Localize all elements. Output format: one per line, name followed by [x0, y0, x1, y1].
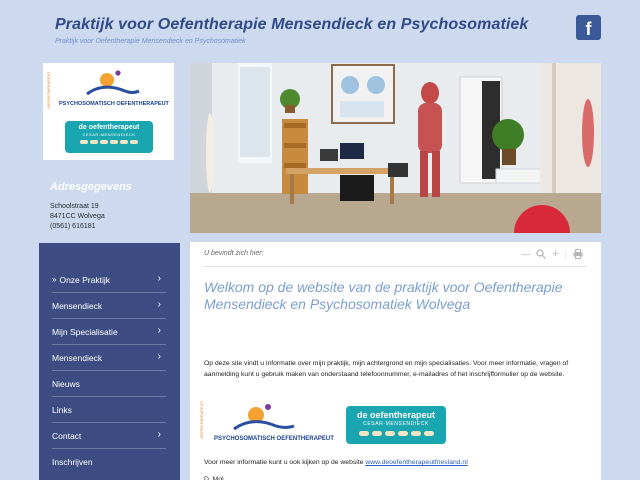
main-navigation: [39, 243, 180, 480]
badge-dots: [65, 140, 153, 144]
minus-icon[interactable]: —: [521, 249, 531, 259]
search-icon[interactable]: [536, 249, 546, 259]
psychosomatisch-label: PSYCHOSOMATISCH OEFENTHERAPEUT: [214, 436, 334, 442]
nav-item-mijn-specialisatie[interactable]: [52, 319, 166, 345]
chevron-right-icon: ›: [157, 299, 161, 310]
address-street: Schoolstraat 19: [50, 203, 99, 210]
site-title: Praktijk voor Oefentherapie Mensendieck en Psychosomatiek: [55, 16, 529, 33]
nav-item-label: Inschrijven: [52, 457, 93, 467]
signoff-text: D. Mol: [204, 476, 224, 480]
practice-room-illustration: [190, 63, 601, 233]
nav-item-label: Mensendieck: [52, 300, 103, 311]
more-info-text: Voor meer informatie kunt u ook kijken op de website: [204, 459, 366, 466]
logo-vertical-text: OEFENTHERAPEUT: [47, 71, 51, 109]
nav-item-label: Links: [52, 404, 72, 415]
chevron-right-icon: ›: [157, 273, 161, 284]
psychosomatisch-logo-icon: [228, 401, 298, 435]
address-city: 8471CC Wolvega: [50, 213, 105, 220]
site-subtitle: Praktijk voor Oefentherapie Mensendieck en Psychosomatiek: [55, 38, 246, 45]
divider: |: [564, 249, 567, 259]
psychosomatisch-logo: [200, 399, 335, 449]
nav-item-mensendieck-2[interactable]: [52, 345, 166, 371]
nav-item-nieuws[interactable]: [52, 371, 166, 397]
facebook-icon[interactable]: [576, 15, 601, 40]
oefentherapeut-label: de oefentherapeut: [356, 410, 435, 420]
chevron-right-icon: ›: [157, 429, 161, 440]
active-marker: »: [52, 275, 57, 284]
nav-item-onze-praktijk[interactable]: [52, 267, 166, 293]
address-phone: (0561) 616181: [50, 223, 96, 230]
oefentherapeut-logo: [346, 406, 446, 444]
intro-paragraph: Op deze site vindt u informatie over mijn praktijk, mijn achtergrond en mijn specialisaties. Voor meer informatie, vragen of aanmelding kunt u gebruik maken van onderstaand telefoonnummer, e-mailadres of het inschrijfformulier op de website.: [204, 360, 569, 378]
practice-logo: [43, 63, 174, 160]
nav-item-label: Nieuws: [52, 378, 80, 389]
nav-item-label: Contact: [52, 430, 82, 441]
more-info-paragraph: [204, 458, 589, 469]
website-link[interactable]: www.deoefentherapeutfriesland.nl: [365, 459, 468, 466]
page-heading: Welkom op de website van de praktijk voor Oefentherapie Mensendieck en Psychosomatiek Wolvega: [204, 279, 563, 312]
oefentherapeut-badge: [65, 121, 153, 153]
logo-vertical-text: OEFENTHERAPEUT: [200, 401, 204, 439]
psychosomatisch-logo-icon: [81, 67, 141, 101]
page-tools: [521, 248, 583, 260]
oefentherapeut-label: de oefentherapeut: [78, 124, 140, 131]
chevron-right-icon: ›: [157, 325, 161, 336]
plus-icon[interactable]: +: [552, 248, 559, 260]
chevron-right-icon: ›: [157, 351, 161, 362]
address-title: Adresgegevens: [50, 181, 132, 193]
nav-item-inschrijven[interactable]: [52, 449, 166, 475]
practice-room-photo: [190, 63, 601, 233]
breadcrumb: U bevindt zich hier:: [204, 250, 264, 257]
nav-item-label: Mensendieck: [52, 352, 103, 363]
nav-item-contact[interactable]: [52, 423, 166, 449]
badge-dots: [346, 431, 446, 436]
nav-item-label: Mijn Specialisatie: [52, 326, 118, 337]
print-icon[interactable]: [573, 249, 583, 259]
facebook-letter: f: [585, 18, 592, 39]
cesar-mensendieck-label: CESAR-MENSENDIECK: [82, 132, 136, 137]
breadcrumb-divider: [204, 266, 587, 267]
nav-item-mensendieck[interactable]: [52, 293, 166, 319]
cesar-mensendieck-label: CESAR-MENSENDIECK: [363, 421, 429, 427]
nav-item-links[interactable]: [52, 397, 166, 423]
main-content: [190, 242, 601, 480]
psychosomatisch-label: PSYCHOSOMATISCH OEFENTHERAPEUT: [59, 101, 169, 107]
nav-item-label: Onze Praktijk: [59, 274, 110, 285]
